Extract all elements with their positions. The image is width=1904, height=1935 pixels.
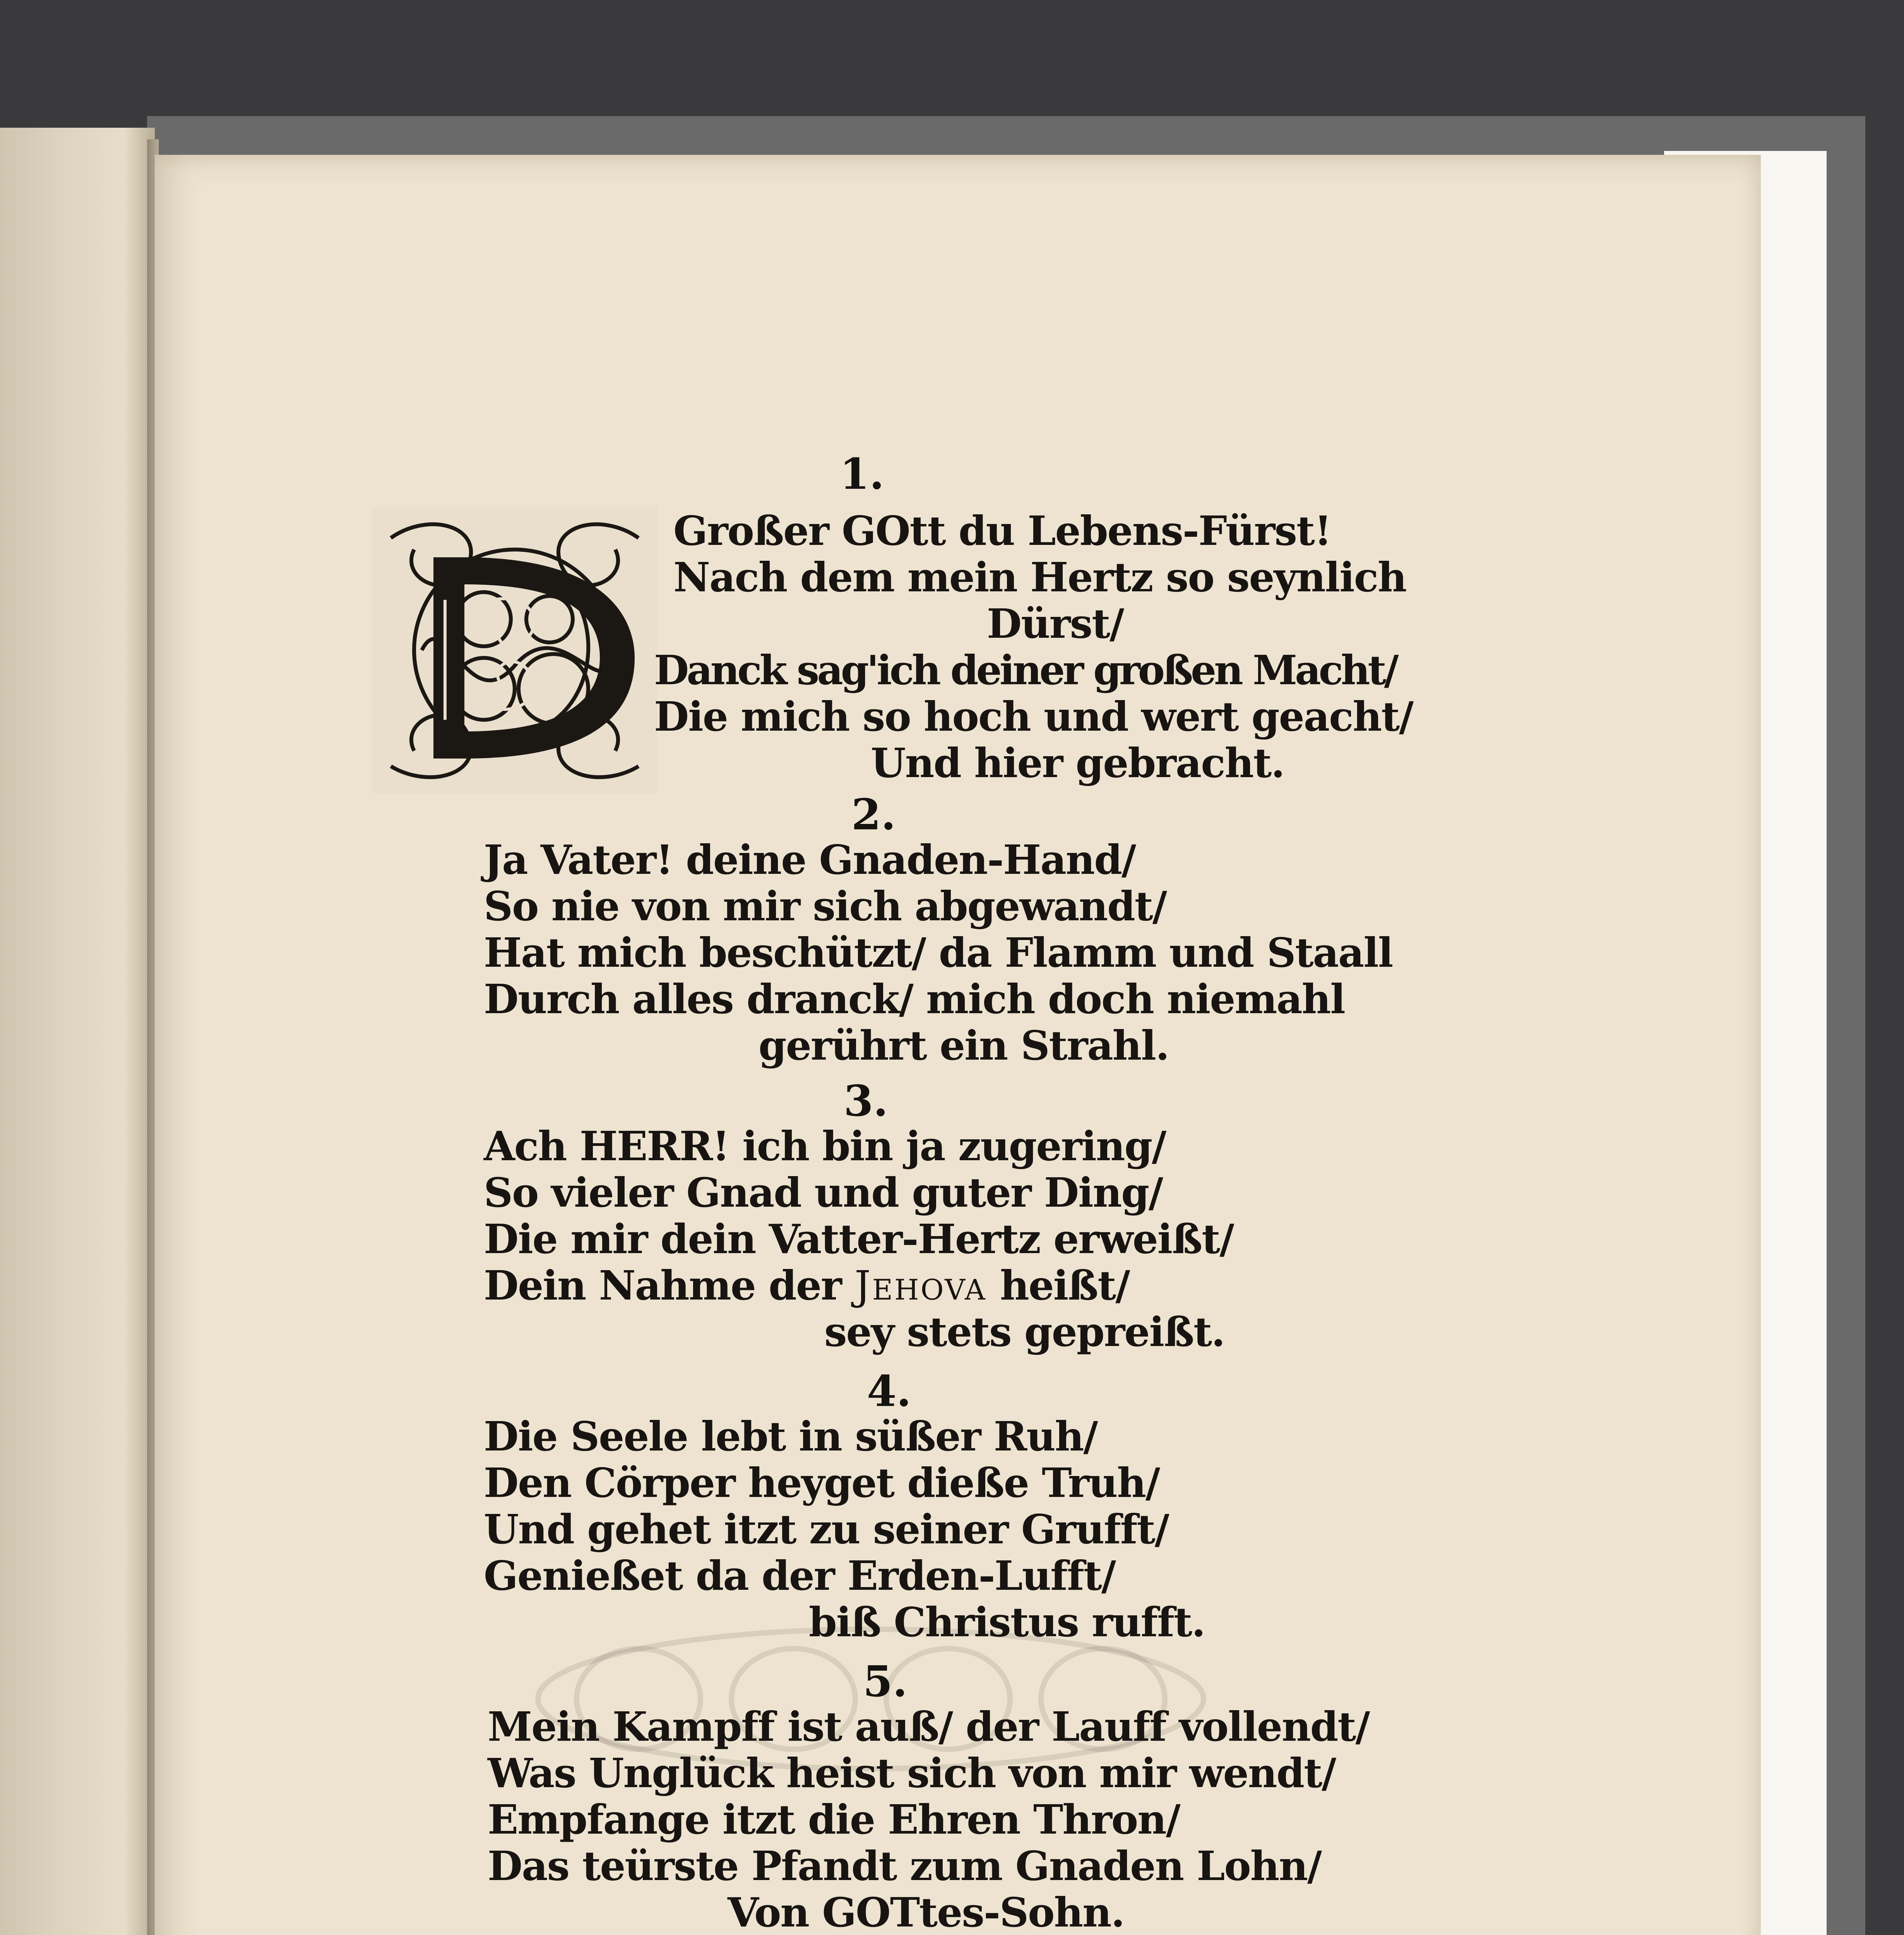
verse-line: Großer GOtt du Lebens-Fürst! — [673, 507, 1331, 555]
verse-line: sey stets gepreißt. — [824, 1308, 1225, 1356]
verse-line: Empfange itzt die Ehren Thron/ — [488, 1796, 1180, 1843]
verse-line: Ja Vater! deine Gnaden-Hand/ — [484, 836, 1136, 884]
verse-line: So vieler Gnad und guter Ding/ — [484, 1169, 1163, 1216]
verse-line: Die mir dein Vatter-Hertz erweißt/ — [484, 1215, 1234, 1263]
verse-line: Und hier gebracht. — [871, 739, 1284, 787]
verse-line: So nie von mir sich abgewandt/ — [484, 882, 1166, 930]
verse-line-end: heißt/ — [1000, 1262, 1130, 1309]
verse-line: Durch alles dranck/ mich doch niemahl — [484, 975, 1345, 1023]
verse-line: Genießet da der Erden-Lufft/ — [484, 1552, 1115, 1599]
verse-line: Danck sag'ich deiner großen Macht/ — [654, 646, 1397, 694]
verse-line: gerührt ein Strahl. — [759, 1022, 1169, 1069]
verse-number: 1. — [840, 449, 884, 499]
verse-line: Das teürste Pfandt zum Gnaden Lohn/ — [488, 1842, 1321, 1890]
verse-line-start: Dein Nahme der — [484, 1262, 841, 1309]
verse-number: 3. — [844, 1076, 888, 1126]
verse-line: Ach HERR! ich bin ja zugering/ — [484, 1122, 1166, 1170]
facing-page-edge — [0, 128, 155, 1935]
verse-line: Hat mich beschützt/ da Flamm und Staall — [484, 929, 1393, 976]
verse-number: 5. — [863, 1656, 907, 1706]
verse-line: Von GOTtes-Sohn. — [728, 1889, 1124, 1935]
verse-line: Die mich so hoch und wert geacht/ — [654, 693, 1413, 740]
divine-name: Jehova — [854, 1262, 987, 1309]
verse-number: 4. — [867, 1366, 911, 1416]
verse-line: Nach dem mein Hertz so seynlich — [673, 553, 1406, 601]
verse-line: Dürst/ — [987, 600, 1124, 647]
verse-line: Mein Kampff ist auß/ der Lauff vollendt/ — [488, 1703, 1370, 1750]
verse-line: Die Seele lebt in süßer Ruh/ — [484, 1413, 1098, 1460]
ornamental-initial-d — [368, 503, 662, 797]
book-page — [155, 155, 1761, 1935]
verse-line — [484, 1262, 1129, 1309]
verse-line: Was Unglück heist sich von mir wendt/ — [488, 1749, 1336, 1797]
verse-number: 2. — [851, 789, 896, 839]
verse-line: biß Christus rufft. — [809, 1598, 1205, 1646]
verse-line: Den Cörper heyget dieße Truh/ — [484, 1459, 1159, 1507]
verse-line: Und gehet itzt zu seiner Grufft/ — [484, 1505, 1169, 1553]
